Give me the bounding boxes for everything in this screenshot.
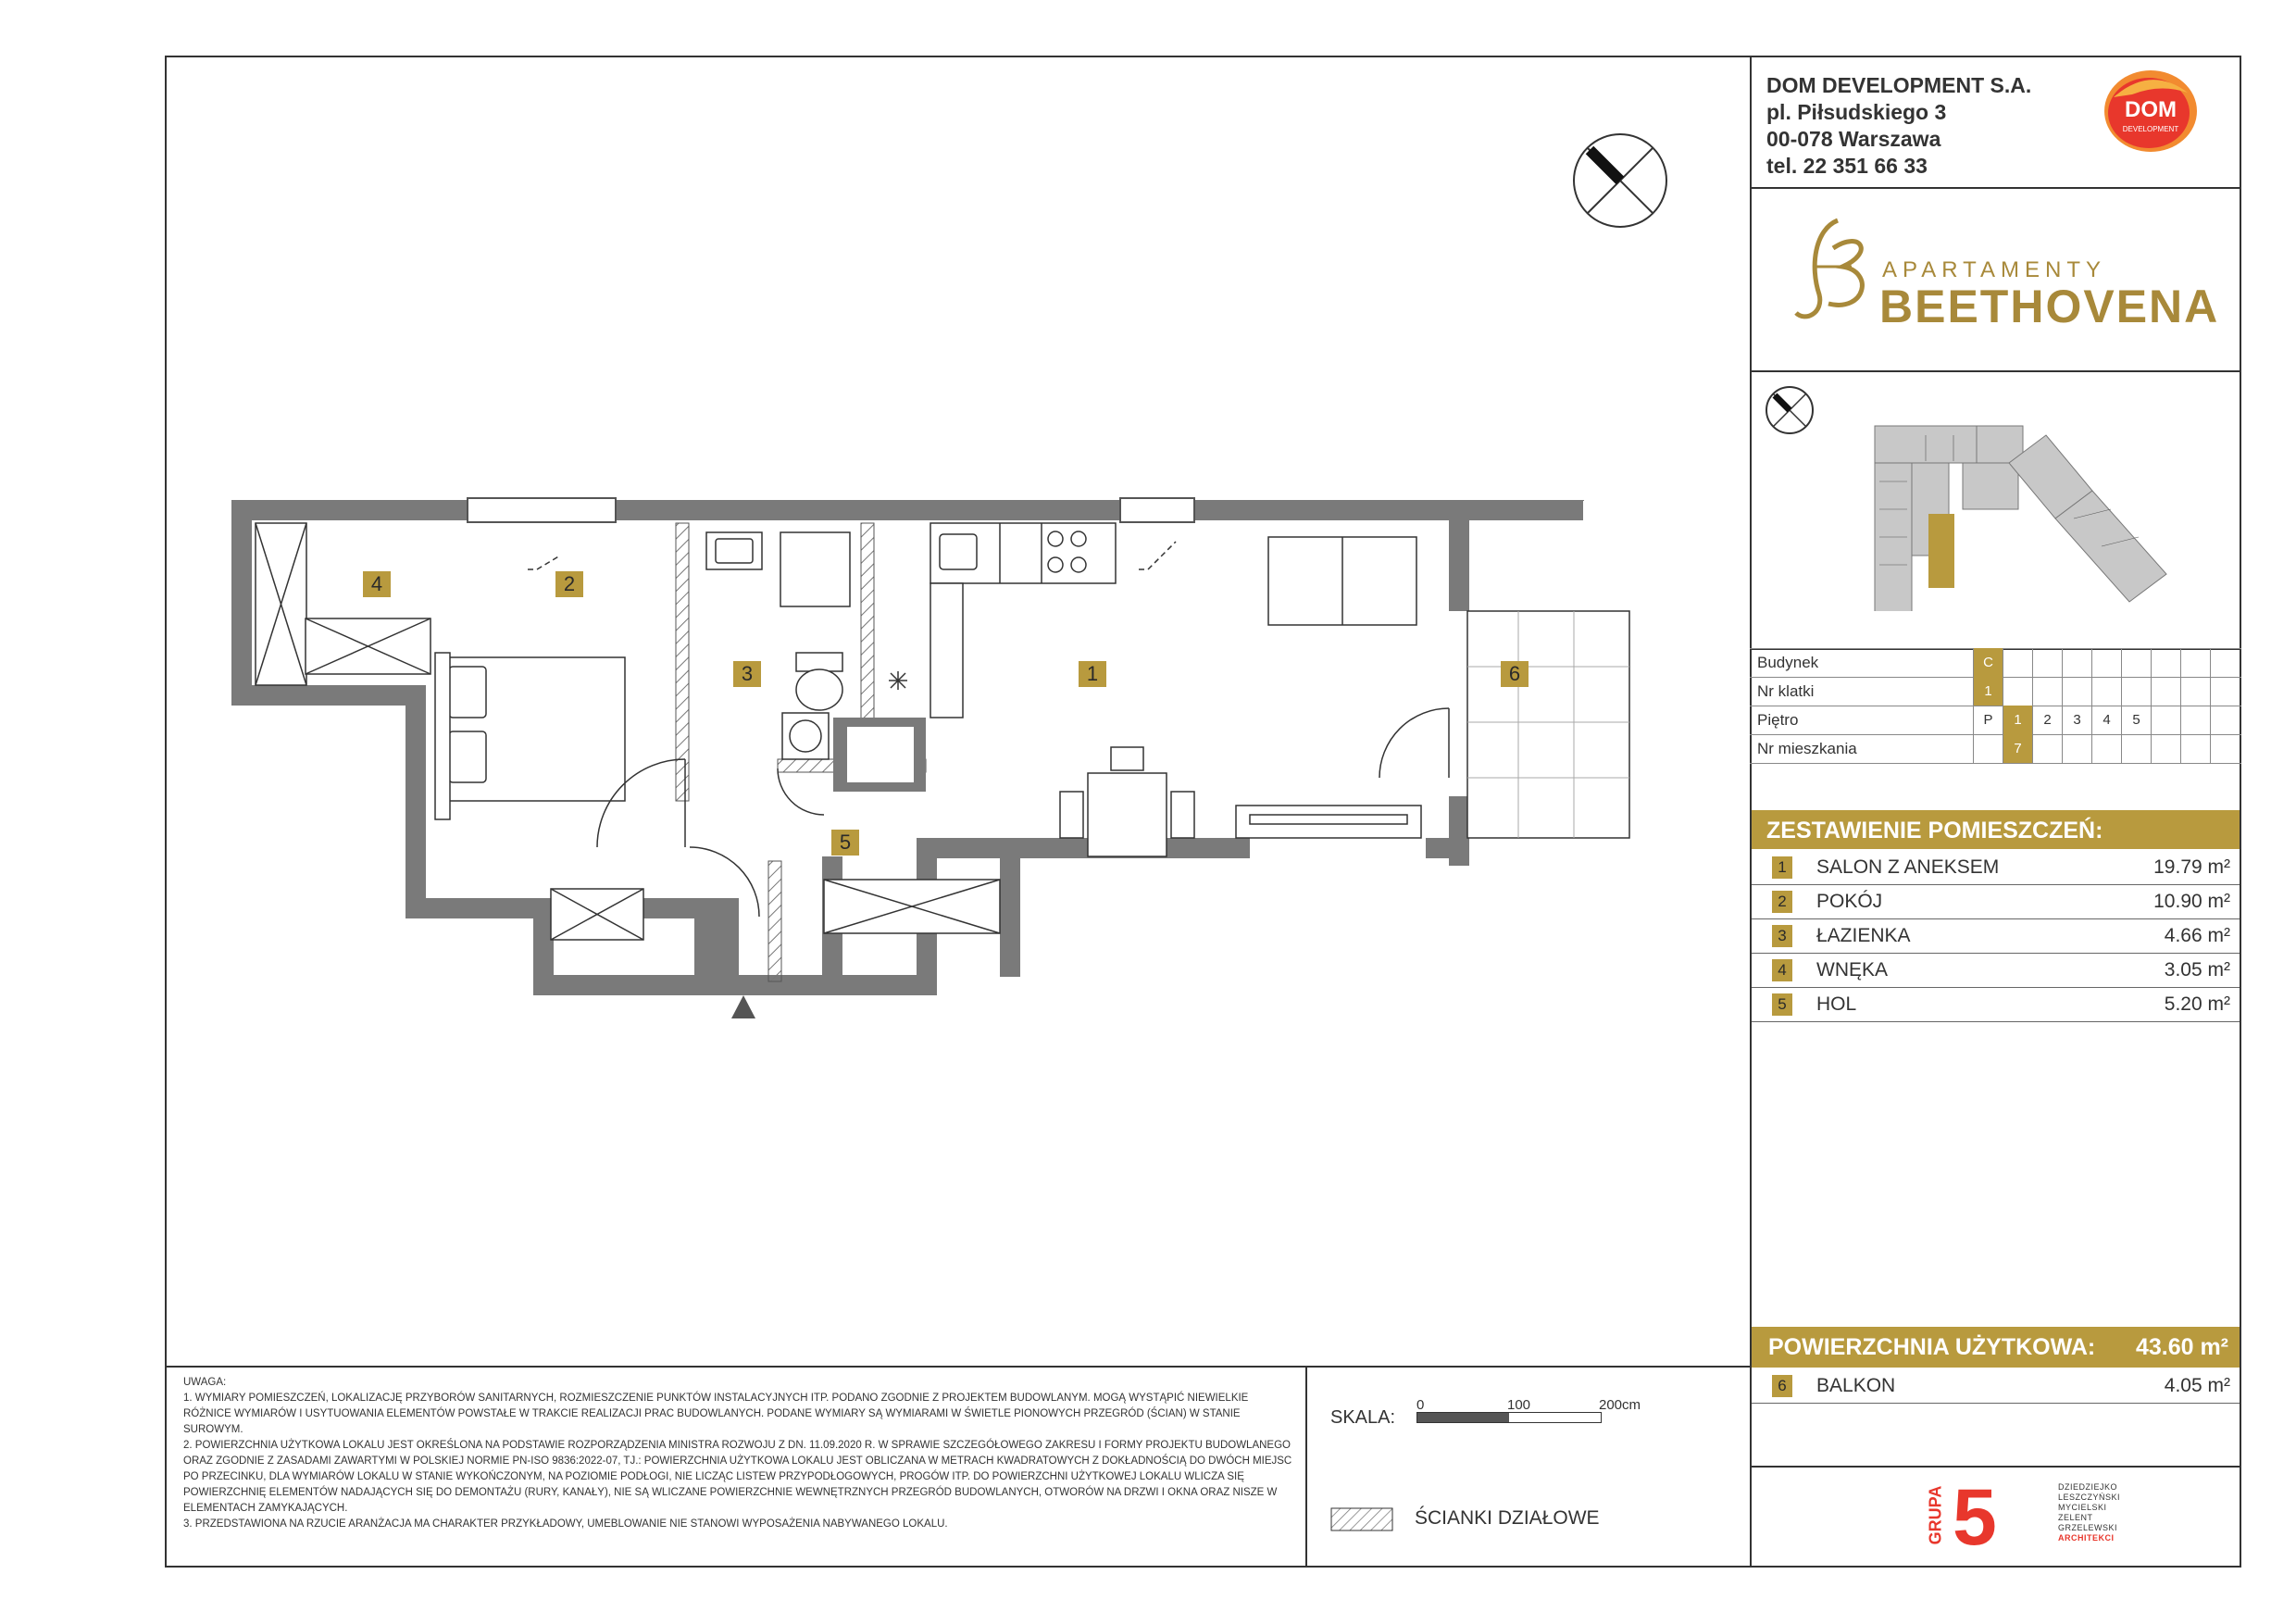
grid-cell [2121,677,2151,706]
grid-cell: 7 [2003,734,2032,763]
room-num: 2 [1772,891,1792,913]
architect-name: GRZELEWSKI [2058,1523,2118,1532]
company-city: 00-078 Warszawa [1766,127,1941,151]
balcony-row [1752,1369,2240,1404]
architect-name: LESZCZYŃSKI [2058,1493,2121,1502]
project-name-big: BEETHOVENA [1879,281,2220,332]
grid-cell: C [1973,648,2003,677]
grid-cell: 3 [2062,706,2091,734]
rooms-header-text: ZESTAWIENIE POMIESZCZEŃ: [1766,818,2103,843]
usable-area-bar [1752,1327,2240,1368]
vent-icon [889,671,907,690]
company-name: DOM DEVELOPMENT S.A. [1766,73,2032,97]
architect-name: ZELENT [2058,1513,2093,1522]
grid-cell [2032,734,2062,763]
grid-cell [1973,734,2003,763]
grid-cell: 1 [2003,706,2032,734]
scale-divider [1305,1366,1307,1568]
room-row [1752,919,2240,954]
partition-legend-label: ŚCIANKI DZIAŁOWE [1415,1507,1600,1529]
usable-area-value: 43.60 m² [2135,1334,2228,1360]
grid-cell [2180,677,2210,706]
room-name: HOL [1816,993,1857,1015]
room-area: 4.66 m² [2164,925,2230,946]
balcony-area: 4.05 m² [2164,1375,2230,1396]
notes-divider [165,1366,1750,1368]
notes [183,1375,1294,1532]
balcony-name: BALKON [1816,1375,1896,1396]
room-row [1752,851,2240,885]
architect-names [2058,1482,2120,1543]
grid-row-label: Piętro [1757,711,1799,729]
grid-cell [2091,734,2121,763]
project-name-small: APARTAMENTY [1882,257,2107,282]
plan-tag-1: 1 [1079,661,1106,687]
scale-tick-100: 100 [1507,1397,1531,1413]
small-compass-icon [1764,384,1816,436]
room-name: POKÓJ [1816,891,1883,912]
plan-tag-6: 6 [1501,661,1529,687]
note-1: 1. WYMIARY POMIESZCZEŃ, LOKALIZACJĘ PRZYBORÓW SANITARNYCH, ROZMIESZCZENIE PUNKTÓW INSTALACYJNYCH ITP. PODANO ZGODNIE Z PROJEKTEM BUDOWLANYM. MOGĄ WYSTĄPIĆ NIEWIELKIE RÓŻNICE WYMIARÓW I USYTUOWANIA ELEMENTÓW POWSTAŁE W TRAKCIE REALIZACJI PRAC BUDOWLANYCH. PODANE WYMIARY SĄ WYMIARAMI W ŚWIETLE PIONOWYCH PRZEGRÓD (ŚCIAN) W STANIE SUROWYM. [183,1393,1249,1435]
room-num: 5 [1772,993,1792,1016]
company-phone: tel. 22 351 66 33 [1766,154,1928,178]
scale-label: SKALA: [1330,1407,1396,1428]
furniture [256,523,1629,940]
room-num: 3 [1772,925,1792,947]
compass-icon [1569,130,1671,231]
floor-plan [222,481,1666,1018]
usable-area-label: POWIERZCHNIA UŻYTKOWA: [1768,1334,2096,1360]
grid-cell [2180,734,2210,763]
partition-legend-swatch [1330,1507,1393,1531]
grid-cell [2121,734,2151,763]
grid-cell [2210,734,2240,763]
grid-cell [2091,648,2121,677]
grid-cell [2210,677,2240,706]
room-name: ŁAZIENKA [1816,925,1911,946]
room-row [1752,954,2240,988]
grupa-number: 5 [1953,1473,1997,1562]
note-3: 3. PRZEDSTAWIONA NA RZUCIE ARANŻACJA MA CHARAKTER PRZYKŁADOWY, UMEBLOWANIE NIE STANOWI WYPOSAŻENIA NABYWANEGO LOKALU. [183,1518,948,1530]
divider-4 [1750,1466,2241,1468]
grid-cell: P [1973,706,2003,734]
room-area: 10.90 m² [2153,891,2230,912]
grid-cell: 2 [2032,706,2062,734]
grid-row-label: Nr klatki [1757,682,1815,700]
grid-row-label: Budynek [1757,654,1819,671]
plan-tag-3: 3 [733,661,761,687]
unit-highlight [1928,514,1954,588]
grid-cell [2151,648,2180,677]
grid-cell [2151,677,2180,706]
plan-tag-2: 2 [555,571,583,597]
notes-title: UWAGA: [183,1377,227,1388]
architect-name: MYCIELSKI [2058,1503,2107,1512]
building-keyplan [1870,417,2176,611]
room-area: 3.05 m² [2164,959,2230,981]
grid-cell [2121,648,2151,677]
grid-line [1750,763,2241,764]
grid-row-label: Nr mieszkania [1757,740,1857,757]
scale-bar [1416,1412,1602,1423]
room-row [1752,988,2240,1022]
scale-tick-0: 0 [1416,1397,1425,1413]
grid-cell [2210,648,2240,677]
company-info [1766,72,2031,180]
grid-cell [2032,677,2062,706]
room-area: 19.79 m² [2153,856,2230,878]
room-num: 1 [1772,856,1792,879]
note-2: 2. POWIERZCHNIA UŻYTKOWA LOKALU JEST OKREŚLONA NA PODSTAWIE ROZPORZĄDZENIA MINISTRA ROZWOJU Z DN. 11.09.2020 R. W SPRAWIE SZCZEGÓŁOWEGO ZAKRESU I FORMY PROJEKTU BUDOWLANEGO ORAZ ZGODNIE Z ZASADAMI ZAWARTYMI W POLSKIEJ NORMIE PN-ISO 9836:2022-07, TJ.: POWIERZCHNIA UŻYTKOWA LOKALU JEST OBLICZANA W METRACH KWADRATOWYCH Z DOKŁADNOŚCIĄ DO DWÓCH MIEJSC PO PRZECINKU, DLA WYMIARÓW LOKALU W STANIE WYKOŃCZONYM, NA POZIOMIE PODŁOGI, NIE LICZĄC LISTEW PRZYPODŁOGOWYCH, PROGÓW ITP. DO POWIERZCHNI UŻYTKOWEJ LOKALU WLICZA SIĘ POWIERZCHNIĘ ELEMENTÓW NADAJĄCYCH SIĘ DO DEMONTAŻU (RURY, KANAŁY), NIE SĄ WLICZANE POWIERZCHNIE WEWNĘTRZNYCH PRZEGRÓD BUDOWLANYCH, OTWORÓW NA DRZWI I OKNA ORAZ NISZE W ELEMENTACH ZAMYKAJĄCYCH. [183,1440,1292,1514]
grid-cell [2091,677,2121,706]
architect-name: ARCHITEKCI [2058,1533,2115,1543]
grid-cell [2180,648,2210,677]
scale-tick-200: 200cm [1599,1397,1641,1413]
grid-cell [2062,734,2091,763]
rooms-header [1752,810,2240,849]
room-row [1752,885,2240,919]
grid-cell: 1 [1973,677,2003,706]
room-num: 4 [1772,959,1792,981]
entrance-marker [731,995,755,1018]
grid-cell [2003,648,2032,677]
dom-logo-subtext: DEVELOPMENT [2122,125,2179,133]
plan-tag-5: 5 [831,830,859,856]
balcony-number: 6 [1772,1375,1792,1397]
company-street: pl. Piłsudskiego 3 [1766,100,1947,124]
grupa-text: GRUPA [1926,1485,1945,1545]
grid-cell: 5 [2121,706,2151,734]
grid-cell: 4 [2091,706,2121,734]
grid-cell [2003,677,2032,706]
dom-logo-text: DOM [2125,97,2177,122]
shaft-inner [847,727,914,782]
grid-cell [2062,648,2091,677]
grid-cell [2151,734,2180,763]
divider-2 [1750,370,2241,372]
divider-1 [1750,187,2241,189]
room-name: WNĘKA [1816,959,1889,981]
plan-tag-4: 4 [363,571,391,597]
room-area: 5.20 m² [2164,993,2230,1015]
room-name: SALON Z ANEKSEM [1816,856,2000,878]
grid-cell [2151,706,2180,734]
grid-cell [2062,677,2091,706]
architect-name: DZIEDZIEJKO [2058,1482,2118,1492]
grid-cell [2210,706,2240,734]
dom-development-logo [2095,65,2206,156]
grid-cell [2032,648,2062,677]
grid-cell [2180,706,2210,734]
